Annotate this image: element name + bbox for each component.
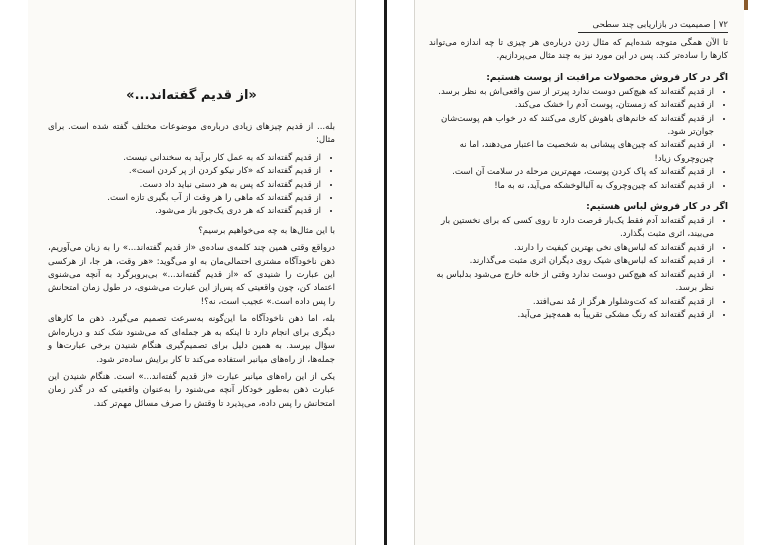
- paragraph: درواقع وقتی همین چند کلمه‌ی ساده‌ی «از قدیم گفته‌اند...» را به زبان می‌آوریم، ذهن ناخودآگاه مشتری احتمالی‌مان به او می‌گوید: «هر وقت، هر جا، از هرکسی این عبارت را شنیدی که «از قدیم گفته‌اند...» بی‌برو‌برگرد به آنچه می‌شنوی اعتماد کن، چون واقعیتی که پس‌از این عبارت می‌شنوی، در طول زمان امتحانش را پس داده است.» عجیب است، نه؟!: [48, 243, 335, 307]
- paragraph: با این مثال‌ها به چه می‌خواهیم برسیم؟: [198, 225, 335, 236]
- list-item: • از قدیم گفته‌اند که پاک کردن پوست، مهم‌ترین مرحله در سلامت آن است.: [429, 166, 714, 179]
- list-item: • از قدیم گفته‌اند که هر دری یک‌جور باز می‌شود.: [48, 205, 321, 218]
- list-item: • از قدیم گفته‌اند که «کار نیکو کردن از پر کردن است».: [48, 165, 321, 178]
- list-item: • از قدیم گفته‌اند که پس به هر دستی نباید داد دست.: [48, 179, 321, 192]
- list-item: • از قدیم گفته‌اند که کت‌وشلوار هرگز از مُد نمی‌افتد.: [429, 296, 714, 309]
- section-heading: اگر در کار فروش محصولات مراقبت از پوست هستیم:: [486, 71, 728, 83]
- list-item: • از قدیم گفته‌اند که رنگ مشکی تقریباً به همه‌چیز می‌آید.: [429, 309, 714, 322]
- list-item: • از قدیم گفته‌اند که چین‌وچروک به آلبالوخشکه می‌آید، نه به ما!: [429, 180, 714, 193]
- list-item: • از قدیم گفته‌اند که لباس‌های شیک روی دیگران اثری مثبت می‌گذارند.: [429, 255, 714, 268]
- list-item: • از قدیم گفته‌اند که خانم‌های باهوش کاری می‌کنند که در خواب هم پوست‌شان جوان‌تر شود.: [429, 113, 714, 140]
- bullet-list: [48, 152, 335, 219]
- paragraph: بله... از قدیم چیزهای زیادی درباره‌ی موضوعات مختلف گفته شده است. برای مثال:: [48, 122, 335, 146]
- list-item: • از قدیم گفته‌اند که به عمل کار برآید به سخندانی نیست.: [48, 152, 321, 165]
- chapter-title: «از قدیم گفته‌اند...»: [126, 88, 257, 103]
- running-header: ۷۲ | صمیمیت در بازاریابی چند سطحی: [578, 20, 728, 33]
- list-item: • از قدیم گفته‌اند که هیچ‌کس دوست ندارد وقتی از خانه خارج می‌شود بدلباس به نظر برسد.: [429, 269, 714, 296]
- list-item: • از قدیم گفته‌اند که چین‌های پیشانی به شخصیت ما اعتبار می‌دهند، اما نه چین‌وچروک زیاد!: [429, 139, 714, 166]
- list-item: • از قدیم گفته‌اند که ماهی را هر وقت از آب بگیری تازه است.: [48, 192, 321, 205]
- left-page: [28, 0, 356, 545]
- paragraph: تا الآن همگی متوجه شده‌ایم که مثال زدن درباره‌ی هر چیزی تا چه اندازه می‌تواند کارها را ساده‌تر کند. پس در این مورد نیز به چند مثال می‌پردازیم.: [429, 38, 728, 62]
- right-page: [414, 0, 744, 545]
- bullet-list: [429, 215, 728, 322]
- list-item: • از قدیم گفته‌اند که هیچ‌کس دوست ندارد پیرتر از سن واقعی‌اش به نظر برسد.: [429, 86, 714, 99]
- paragraph: یکی از این راه‌های میانبر عبارت «از قدیم گفته‌اند...» است. هنگام شنیدن این عبارت ذهن به‌طور خودکار آنچه می‌شنود را به‌عنوان واقعیتی که در گذر زمان امتحانش را پس داده، می‌پذیرد تا وقتش را صرف مسائل مهم‌تر کند.: [48, 371, 335, 409]
- paragraph: بله، اما ذهن ناخودآگاه ما این‌گونه به‌سرعت تصمیم می‌گیرد. ذهن ما کارهای دیگری برای انجام دارد تا اینکه به هر جمله‌ای که می‌شنود شک کند و درباره‌اش سؤال بپرسد. به همین دلیل برای تصمیم‌گیری هنگام شنیدن برخی عبارت‌ها و جمله‌ها، از راه‌های میانبر استفاده می‌کند تا کار برایش ساده‌تر شود.: [48, 314, 335, 365]
- list-item: • از قدیم گفته‌اند که لباس‌های نخی بهترین کیفیت را دارند.: [429, 242, 714, 255]
- spine-shadow-left: [384, 0, 387, 545]
- bullet-list: [429, 86, 728, 193]
- list-item: • از قدیم گفته‌اند آدم فقط یک‌بار فرصت دارد تا روی کسی که برای نخستین بار می‌بیند، اثری مثبت بگذارد.: [429, 215, 714, 242]
- section-heading: اگر در کار فروش لباس هستیم:: [586, 201, 728, 213]
- list-item: • از قدیم گفته‌اند که زمستان، پوست آدم را خشک می‌کند.: [429, 99, 714, 112]
